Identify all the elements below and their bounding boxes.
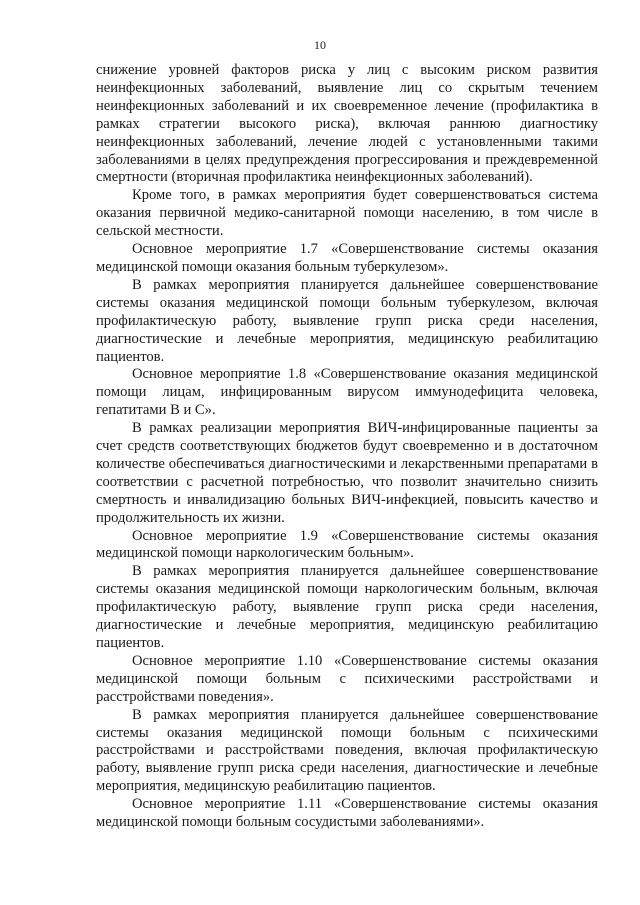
paragraph-measure-1-10-heading: Основное мероприятие 1.10 «Совершенствование системы оказания медицинской помощи больным с психическими расстройствами и расстройствами поведения». (96, 652, 598, 705)
paragraph-measure-1-9-heading: Основное мероприятие 1.9 «Совершенствование системы оказания медицинской помощи наркологическим больным». (96, 527, 598, 562)
paragraph-measure-1-8-body: В рамках реализации мероприятия ВИЧ-инфицированные пациенты за счет средств соответствующих бюджетов будут своевременно и в достаточном количестве обеспечиваться диагностическими и лекарственными препаратами в соответствии с расчетной потребностью, что позволит значительно снизить смертность и инвалидизацию больных ВИЧ-инфекцией, повысить качество и продолжительность их жизни. (96, 420, 598, 526)
paragraph-measure-1-10-body: В рамках мероприятия планируется дальнейшее совершенствование системы оказания медицинской помощи больным с психическими расстройствами и расстройствами поведения, включая профилактическую работу, выявление групп риска среди населения, диагностические и лечебные мероприятия, медицинскую реабилитацию пациентов. (96, 706, 598, 795)
body-text (96, 62, 598, 832)
paragraph-measure-1-11-heading: Основное мероприятие 1.11 «Совершенствование системы оказания медицинской помощи больным сосудистыми заболеваниями». (96, 796, 598, 831)
paragraph-measure-1-8-heading: Основное мероприятие 1.8 «Совершенствование оказания медицинской помощи лицам, инфицированным вирусом иммунодефицита человека, гепатитами В и С». (96, 366, 598, 419)
paragraph-risk-factors: снижение уровней факторов риска у лиц с высоким риском развития неинфекционных заболеваний, выявление лиц со скрытым течением неинфекционных заболеваний и их своевременное лечение (профилактика в рамках стратегии высокого риска), включая раннюю диагностику неинфекционных заболеваний, лечение людей с установленными такими заболеваниями в целях предупреждения прогрессирования и преждевременной смертности (вторичная профилактика неинфекционных заболеваний). (96, 62, 598, 186)
paragraph-primary-care: Кроме того, в рамках мероприятия будет совершенствоваться система оказания первичной медико-санитарной помощи населению, в том числе в сельской местности. (96, 187, 598, 240)
paragraph-measure-1-9-body: В рамках мероприятия планируется дальнейшее совершенствование системы оказания медицинской помощи наркологическим больным, включая профилактическую работу, выявление групп риска среди населения, диагностические и лечебные мероприятия, медицинскую реабилитацию пациентов. (96, 563, 598, 651)
paragraph-measure-1-7-body: В рамках мероприятия планируется дальнейшее совершенствование системы оказания медицинской помощи больным туберкулезом, включая профилактическую работу, выявление групп риска среди населения, диагностические и лечебные мероприятия, медицинскую реабилитацию пациентов. (96, 276, 598, 365)
paragraph-measure-1-7-heading: Основное мероприятие 1.7 «Совершенствование системы оказания медицинской помощи оказания больным туберкулезом». (96, 241, 598, 275)
page-number: 10 (314, 38, 326, 52)
